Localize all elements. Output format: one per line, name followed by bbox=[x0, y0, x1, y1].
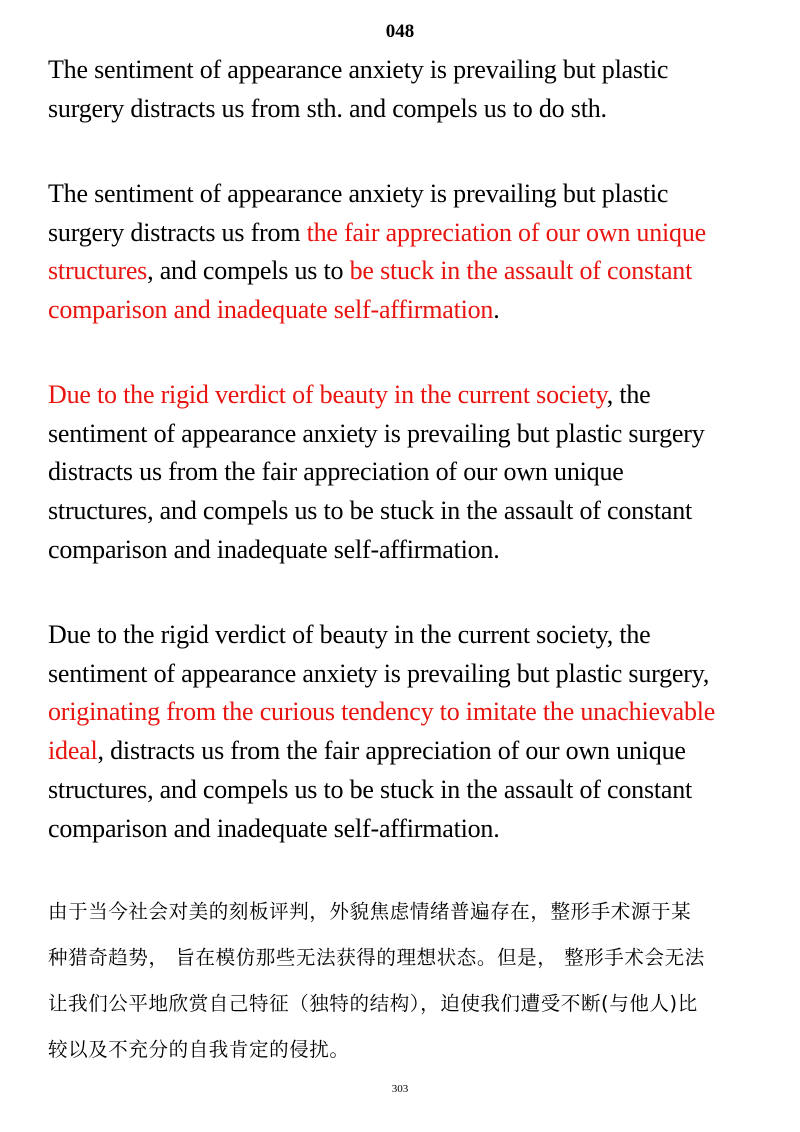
text-line bbox=[48, 655, 760, 694]
text-segment: . bbox=[493, 295, 500, 325]
text-line bbox=[48, 771, 760, 810]
chinese-translation bbox=[48, 889, 760, 1073]
text-line bbox=[48, 453, 760, 492]
text-segment: surgery distracts us from bbox=[48, 217, 307, 247]
paragraph-4 bbox=[48, 616, 760, 848]
text-line bbox=[48, 90, 760, 129]
text-line bbox=[48, 376, 760, 415]
highlighted-phrase: ideal bbox=[48, 736, 98, 766]
highlighted-phrase: Due to the rigid verdict of beauty in the current society bbox=[48, 380, 607, 409]
highlighted-phrase: comparison and inadequate self-affirmation bbox=[48, 295, 494, 325]
text-line bbox=[48, 810, 760, 849]
highlighted-phrase: be stuck in the assault of constant bbox=[349, 256, 693, 286]
text-segment: comparison and inadequate self-affirmation. bbox=[48, 534, 500, 564]
text-line bbox=[48, 732, 760, 771]
text-segment: The sentiment of appearance anxiety is prevailing but plastic bbox=[48, 179, 669, 208]
text-segment: Due to the rigid verdict of beauty in the current society, the bbox=[48, 620, 651, 649]
text-segment: sentiment of appearance anxiety is prevailing but plastic surgery bbox=[48, 418, 705, 448]
text-line bbox=[48, 492, 760, 531]
text-segment: , the bbox=[606, 380, 651, 409]
text-line bbox=[48, 693, 760, 732]
text-line bbox=[48, 175, 760, 214]
text-segment: structures, and compels us to be stuck in the assault of constant bbox=[48, 774, 693, 804]
text-line bbox=[48, 531, 760, 570]
text-segment: , and compels us to bbox=[147, 256, 350, 286]
chinese-line: 种猎奇趋势， 旨在模仿那些无法获得的理想状态。但是， 整形手术会无法 bbox=[48, 946, 705, 969]
text-segment: The sentiment of appearance anxiety is prevailing but plastic bbox=[48, 55, 669, 84]
paragraph-1 bbox=[48, 51, 760, 128]
highlighted-phrase: the fair appreciation of our own unique bbox=[306, 217, 706, 247]
page-header-number: 048 bbox=[385, 21, 415, 42]
text-segment: distracts us from the fair appreciation of our own unique bbox=[48, 457, 624, 487]
text-segment: structures, and compels us to be stuck in the assault of constant bbox=[48, 496, 693, 526]
highlighted-phrase: structures bbox=[48, 256, 148, 286]
text-line bbox=[48, 214, 760, 253]
text-segment: sentiment of appearance anxiety is prevailing but plastic surgery, bbox=[48, 658, 710, 688]
text-line bbox=[48, 616, 760, 655]
text-segment: comparison and inadequate self-affirmation. bbox=[48, 813, 500, 843]
text-segment: , distracts us from the fair appreciation of our own unique bbox=[97, 736, 686, 766]
chinese-line: 让我们公平地欣赏自己特征（独特的结构），迫使我们遭受不断(与他人)比 bbox=[48, 992, 698, 1015]
highlighted-phrase: originating from the curious tendency to imitate the unachievable bbox=[48, 697, 716, 727]
chinese-line: 由于当今社会对美的刻板评判，外貌焦虑情绪普遍存在，整形手术源于某 bbox=[48, 900, 692, 923]
text-line bbox=[48, 51, 760, 90]
paragraph-2 bbox=[48, 175, 760, 330]
text-line bbox=[48, 291, 760, 330]
text-segment: surgery distracts us from sth. and compels us to do sth. bbox=[48, 93, 607, 123]
page-footer-number: 303 bbox=[391, 1083, 409, 1095]
text-line bbox=[48, 252, 760, 291]
paragraph-3 bbox=[48, 376, 760, 570]
text-line bbox=[48, 415, 760, 454]
chinese-line: 较以及不充分的自我肯定的侵扰。 bbox=[48, 1038, 350, 1061]
